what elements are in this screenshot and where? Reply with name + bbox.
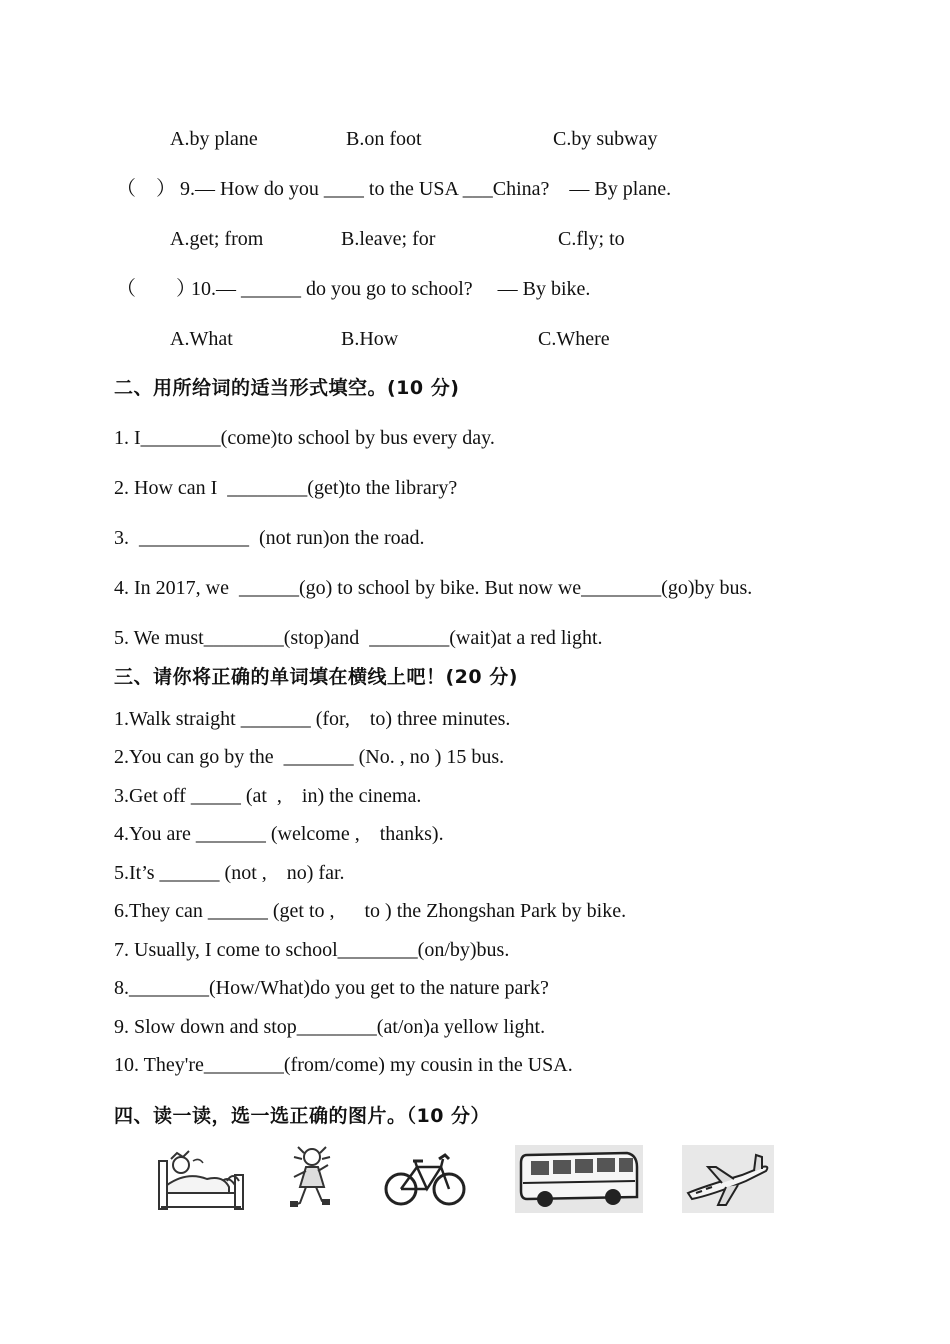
section3-item-10: 10. They're________(from/come) my cousin in the USA.	[114, 1054, 573, 1076]
q10-option-b: B.How	[341, 328, 399, 350]
q10-text: 10.— ______ do you go to school? — By bike.	[191, 278, 591, 300]
walking-girl-icon	[286, 1145, 336, 1213]
section3-item-2: 2.You can go by the _______ (No. , no ) 15 bus.	[114, 746, 505, 768]
q9-answer-paren: （ ）	[116, 178, 176, 200]
section2-item-3: 3. ___________ (not run)on the road.	[114, 527, 425, 549]
section3-item-3: 3.Get off _____ (at , in) the cinema.	[114, 785, 422, 807]
section2-item-4: 4. In 2017, we ______(go) to school by bike. But now we________(go)by bus.	[114, 577, 753, 599]
section3-item-8: 8.________(How/What)do you get to the nature park?	[114, 977, 549, 999]
bus-icon	[515, 1145, 643, 1213]
section3-item-7: 7. Usually, I come to school________(on/by)bus.	[114, 939, 510, 961]
section3-item-4: 4.You are _______ (welcome , thanks).	[114, 823, 444, 845]
q9-text: 9.— How do you ____ to the USA ___China? — By plane.	[180, 178, 672, 200]
section3-item-6: 6.They can ______ (get to , to ) the Zhongshan Park by bike.	[114, 900, 627, 922]
section2-title: 二、用所给词的适当形式填空。(10 分)	[114, 377, 460, 399]
q10-answer-paren: （ ）	[116, 278, 196, 300]
q10-option-c: C.Where	[538, 328, 610, 350]
bicycle-icon	[383, 1145, 467, 1213]
q10-option-a: A.What	[170, 328, 233, 350]
q9-option-a: A.get; from	[170, 228, 264, 250]
bed-icon	[157, 1145, 245, 1213]
q8-option-a: A.by plane	[170, 128, 258, 150]
section3-title: 三、请你将正确的单词填在横线上吧！(20 分)	[114, 666, 518, 688]
section3-item-5: 5.It’s ______ (not , no) far.	[114, 862, 345, 884]
section2-item-5: 5. We must________(stop)and ________(wait)at a red light.	[114, 627, 603, 649]
section3-item-9: 9. Slow down and stop________(at/on)a yellow light.	[114, 1016, 546, 1038]
section3-item-1: 1.Walk straight _______ (for, to) three minutes.	[114, 708, 511, 730]
q8-option-c: C.by subway	[553, 128, 658, 150]
airplane-icon	[682, 1145, 774, 1213]
section2-item-2: 2. How can I ________(get)to the library?	[114, 477, 458, 499]
section4-title: 四、读一读，选一选正确的图片。（10 分）	[114, 1105, 491, 1127]
q9-option-c: C.fly; to	[558, 228, 625, 250]
q9-option-b: B.leave; for	[341, 228, 436, 250]
section2-item-1: 1. I________(come)to school by bus every day.	[114, 427, 495, 449]
q8-option-b: B.on foot	[346, 128, 422, 150]
